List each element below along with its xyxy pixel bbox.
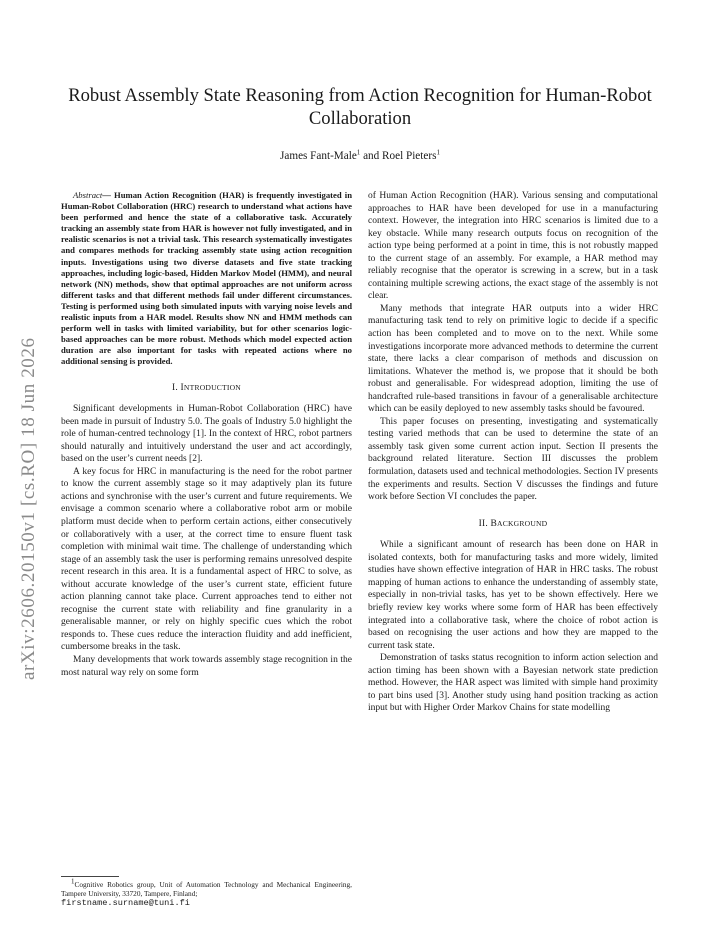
- author-name: Roel Pieters: [382, 150, 437, 162]
- section-heading-introduction: [61, 382, 352, 395]
- abstract-label: Abstract: [73, 190, 103, 200]
- abstract-dash: —: [102, 190, 115, 200]
- paper-title: Robust Assembly State Reasoning from Action Recognition for Human-Robot Collaboration: [68, 85, 652, 129]
- section-heading-background: [368, 518, 658, 531]
- body-paragraph: This paper focuses on presenting, investigating and systematically testing varied methods that can be used to determine the state of an assembly task given some current action input. Section II presents the background related literature. Section III discusses the problem formulation, datasets used and technical methodologies. Section IV presents the experiments and results. Section V discusses the findings and future work before Section VI concludes the paper.: [368, 416, 658, 503]
- right-column: [368, 190, 658, 715]
- abstract-text: Human Action Recognition (HAR) is frequently investigated in Human-Robot Collaboration (HRC) research to understand what actions have been performed and hence the state of a collaborative task. Accurately tracking an assembly state from HAR is however not fully investigated, and in realistic scenarios is not a trivial task. This research systematically investigates and compares methods for tracking assembly state using action recognition inputs. Investigations using two diverse datasets and five state tracking approaches, including logic-based, Hidden Markov Model (HMM), and neural network (NN) methods, show that optimal approaches are not uniform across different tasks and that different methods fail under different circumstances. Testing is performed using both simulated inputs with varying noise levels and realistic inputs from a HAR model. Results show NN and HMM methods can perform well in tasks with limited variability, but for other scenarios logic-based approaches can be more robust. Methods which model expected action duration are also important for tasks with repeated actions where no additional sensing is provided.: [61, 190, 353, 367]
- affiliation-mark: 1: [356, 148, 361, 157]
- affiliation-mark: 1: [436, 148, 440, 157]
- footnote-mark: 1: [71, 877, 75, 886]
- footnote-rule: [61, 876, 119, 877]
- footnote-text: Cognitive Robotics group, Unit of Automation Technology and Mechanical Engineering, Tampere University, 33720, Tampere, Finland;: [61, 880, 352, 899]
- author-line: [60, 150, 660, 162]
- footnote-email: firstname.surname@tuni.fi: [61, 898, 190, 909]
- body-paragraph: of Human Action Recognition (HAR). Various sensing and computational approaches to HAR have been developed for use in a manufacturing context. However, the integration into HRC scenarios is limited due to a key obstacle. While many research outputs focus on recognition of the action type being performed at a point in time, this is not robustly mapped to the current stage of an assembly. For example, a HAR method may reliably recognise that the operator is screwing in a screw, but in a task containing multiple screwing actions, the exact stage of the assembly is not clear.: [368, 191, 658, 302]
- body-paragraph: Demonstration of tasks status recognition to inform action selection and action timing has been shown with a Bayesian network state prediction method. However, the HAR aspect was limited with simple hand proximity to part bins used [3]. Another study using hand position tracking as action input but with Higher Order Markov Chains for state modelling: [368, 653, 658, 714]
- section-initial: I: [180, 382, 184, 393]
- body-paragraph: A key focus for HRC in manufacturing is the need for the robot partner to know the current assembly stage so it may adaptively plan its future actions and synchronise with the user’s current and future requirements. We envisage a common scenario where a collaborative robot arm or mobile platform must decide when to perform certain actions, either consecutively or collaboratively with a user, at the correct time to ensure fluent task completion with minimal wait time. The challenge of understanding which stage of an assembly task the user is performing remains unresolved despite recent research in this area. It is a fundamental aspect of HRC to solve, as without accurate knowledge of the user’s current state, efficient future action planning cannot take place. Current approaches tend to either not recognise the current state with reliability and fine granularity in a generalisable manner, or rely on highly specific cues which the robot responds to. These cues reduce the interaction fluidity and add inefficient, cumbersome breaks in the task.: [61, 466, 352, 653]
- body-paragraph: Significant developments in Human-Robot Collaboration (HRC) have been made in pursuit of Industry 5.0. The goals of Industry 5.0 highlight the role of human-centred technology [1]. In the context of HRC, robot partners should naturally and intuitively understand the user and act accordingly, based on the user’s current needs [2].: [61, 404, 352, 465]
- body-paragraph: Many methods that integrate HAR outputs into a wider HRC manufacturing task tend to rely on primitive logic to decide if a specific action has been completed and to move on to the next. While some investigations incorporate more advanced methods to determine the current state, there lacks a clear comparison of methods and discussion on limitations. Whatever the method is, we propose that it should be both robust and generalisable. For widespread adoption, limiting the use of handcrafted rule-based transitions in favour of a generalisable architecture which can be easily deployed to new assembly tasks should be favoured.: [368, 303, 658, 415]
- body-paragraph: While a significant amount of research has been done on HAR in isolated contexts, both for manufacturing tasks and more widely, limited studies have shown effective integration of HAR in HRC tasks. The robust mapping of human actions to enhance the understanding of assembly state, especially in non-trivial tasks, has yet to be shown effectively. Here we briefly review key works where some form of HAR has been effectively integrated into a collaborative task, where the choice of robot action is based on recognising the user actions and how they are mapped to the current task state.: [368, 540, 658, 651]
- author-name: James Fant-Male: [280, 150, 357, 162]
- section-numeral: I.: [172, 382, 181, 393]
- body-paragraph: Many developments that work towards assembly stage recognition in the most natural way rely on some form: [61, 654, 352, 678]
- abstract: [61, 190, 352, 368]
- author-conjunction: and: [360, 150, 383, 162]
- footnote: [61, 877, 352, 909]
- left-column: [61, 190, 352, 679]
- section-initial: B: [490, 518, 498, 529]
- arxiv-identifier: arXiv:2606.20150v1 [cs.RO] 18 Jun 2026: [18, 337, 39, 680]
- section-numeral: II.: [478, 518, 491, 529]
- section-title-rest: ACKGROUND: [497, 518, 548, 528]
- section-title-rest: NTRODUCTION: [183, 382, 241, 392]
